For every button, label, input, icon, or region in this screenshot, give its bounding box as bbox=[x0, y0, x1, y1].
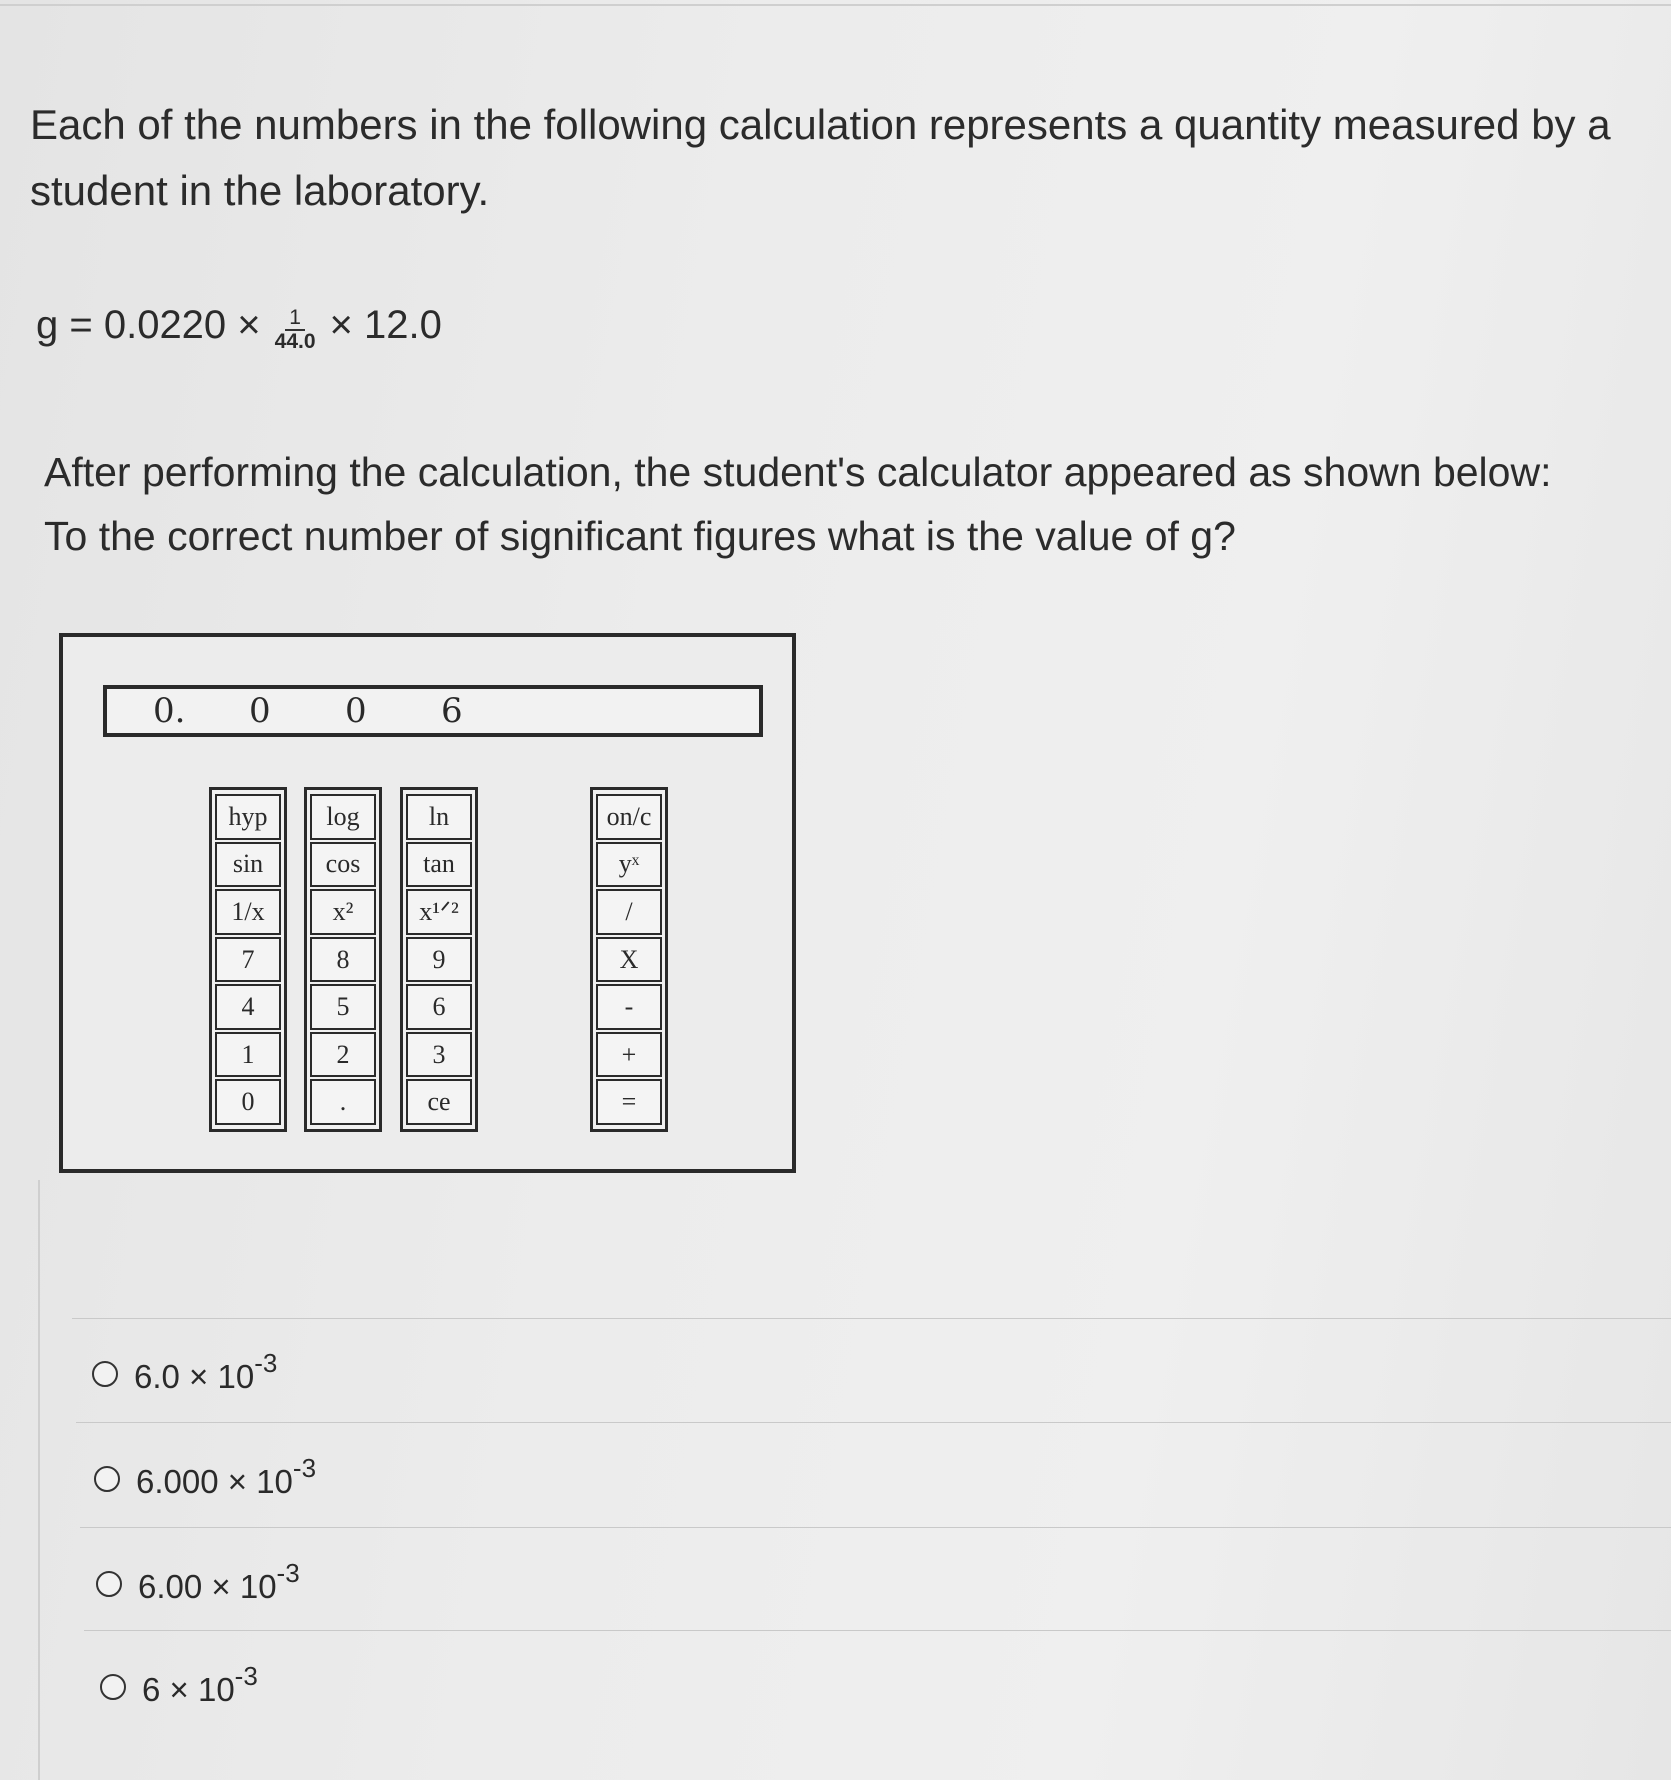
fraction-denominator: 44.0 bbox=[274, 330, 316, 353]
key-minus: - bbox=[596, 984, 662, 1030]
key-multiply: X bbox=[596, 937, 662, 983]
key-divide: / bbox=[596, 889, 662, 935]
divider bbox=[80, 1527, 1671, 1528]
key-ln: ln bbox=[406, 794, 472, 840]
answer-option-3[interactable] bbox=[96, 1558, 300, 1606]
top-border bbox=[0, 4, 1671, 6]
calculator-figure bbox=[59, 633, 796, 1173]
key-hyp: hyp bbox=[215, 794, 281, 840]
intro-text: Each of the numbers in the following calculation represents a quantity measured by a student in the laboratory. bbox=[30, 101, 1611, 214]
radio-button[interactable] bbox=[100, 1674, 126, 1700]
display-digit: 0 bbox=[249, 691, 271, 731]
divider bbox=[76, 1422, 1671, 1423]
radio-button[interactable] bbox=[94, 1466, 120, 1492]
answer-option-1[interactable] bbox=[92, 1348, 278, 1396]
key-5: 5 bbox=[310, 984, 376, 1030]
display-digit: 0 bbox=[345, 691, 367, 731]
fraction-numerator: 1 bbox=[285, 307, 305, 331]
key-on-clear: on/c bbox=[596, 794, 662, 840]
key-decimal: . bbox=[310, 1079, 376, 1125]
key-square: x² bbox=[310, 889, 376, 935]
equation-lhs: g = 0.0220 × bbox=[36, 302, 261, 347]
answer-option-4[interactable] bbox=[100, 1661, 258, 1709]
key-3: 3 bbox=[406, 1032, 472, 1078]
radio-button[interactable] bbox=[96, 1571, 122, 1597]
option-label: $6.0 \times 10^{-3}$ bbox=[134, 1348, 278, 1395]
option-label: $6.000 \times 10^{-3}$ bbox=[136, 1453, 317, 1500]
key-2: 2 bbox=[310, 1032, 376, 1078]
key-0: 0 bbox=[215, 1079, 281, 1125]
option-label: $6 \times 10^{-3}$ bbox=[142, 1661, 258, 1708]
option-label: $6.00 \times 10^{-3}$ bbox=[138, 1558, 300, 1605]
key-power: yˣ bbox=[596, 842, 662, 888]
divider bbox=[84, 1630, 1671, 1631]
question-line-2: To the correct number of significant figures what is the value of g? bbox=[44, 513, 1236, 559]
key-sqrt: x¹ᐟ² bbox=[406, 889, 472, 935]
key-4: 4 bbox=[215, 984, 281, 1030]
left-border bbox=[38, 1180, 40, 1780]
question-line-1: After performing the calculation, the student's calculator appeared as shown below: bbox=[44, 449, 1552, 495]
question-text bbox=[44, 440, 1644, 568]
equation bbox=[36, 290, 442, 360]
equation-rhs: × 12.0 bbox=[329, 302, 442, 347]
display-digit: 6 bbox=[441, 691, 463, 731]
equation-fraction bbox=[275, 307, 316, 353]
key-reciprocal: 1/x bbox=[215, 889, 281, 935]
calculator-display bbox=[103, 685, 763, 737]
key-1: 1 bbox=[215, 1032, 281, 1078]
key-log: log bbox=[310, 794, 376, 840]
radio-button[interactable] bbox=[92, 1361, 118, 1387]
key-column-2 bbox=[304, 787, 382, 1132]
key-column-3 bbox=[400, 787, 478, 1132]
key-cos: cos bbox=[310, 842, 376, 888]
key-tan: tan bbox=[406, 842, 472, 888]
divider bbox=[72, 1318, 1671, 1319]
display-digit: 0. bbox=[153, 691, 186, 731]
key-6: 6 bbox=[406, 984, 472, 1030]
key-8: 8 bbox=[310, 937, 376, 983]
key-sin: sin bbox=[215, 842, 281, 888]
key-column-4 bbox=[590, 787, 668, 1132]
key-7: 7 bbox=[215, 937, 281, 983]
key-column-1 bbox=[209, 787, 287, 1132]
key-equals: = bbox=[596, 1079, 662, 1125]
answer-option-2[interactable] bbox=[94, 1453, 317, 1501]
key-plus: + bbox=[596, 1032, 662, 1078]
key-9: 9 bbox=[406, 937, 472, 983]
key-ce: ce bbox=[406, 1079, 472, 1125]
